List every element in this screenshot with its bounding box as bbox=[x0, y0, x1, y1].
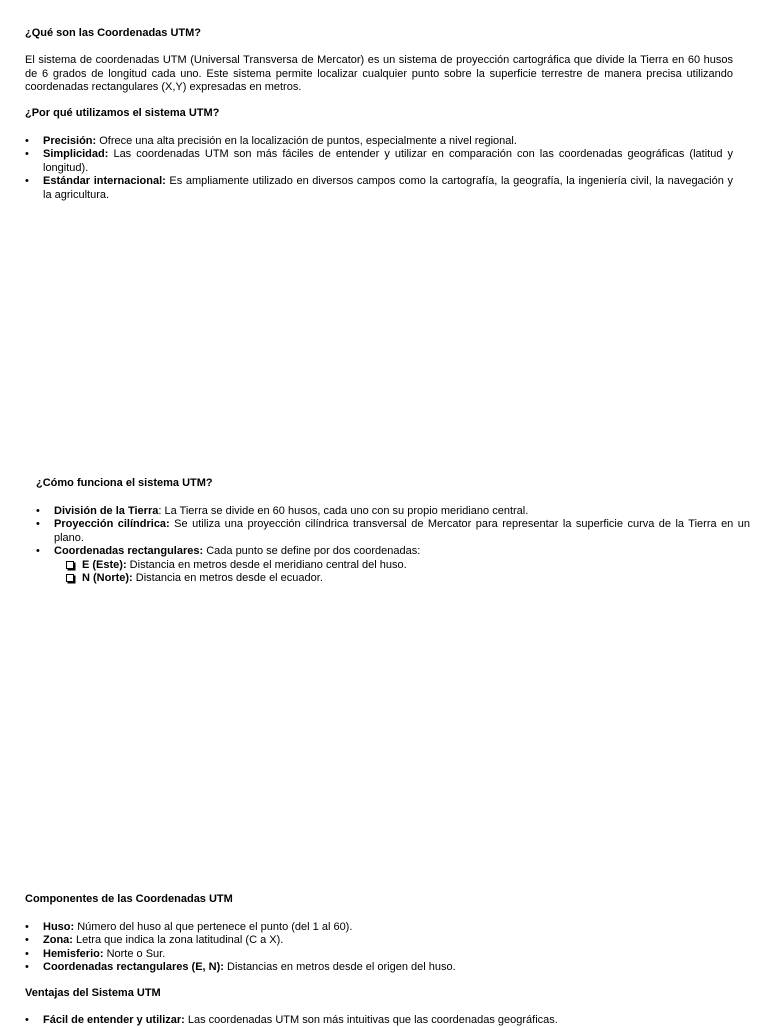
section-paragraph: El sistema de coordenadas UTM (Universal Transversa de Mercator) es un sistema de proyección cartográfica que divide la Tierra en 60 husos de 6 grados de longitud cada uno. Este sistema permite localizar cualquier punto sobre la superficie terrestre de manera precisa utilizando coordenadas rectangulares (X,Y) expresadas en metros. bbox=[25, 54, 733, 95]
list-item-text: Distancias en metros desde el origen del huso. bbox=[224, 961, 456, 973]
list-item-text: Ofrece una alta precisión en la localización de puntos, especialmente a nivel regional. bbox=[96, 135, 517, 147]
list-item-term: Zona: bbox=[43, 934, 73, 946]
list-item-text: Letra que indica la zona latitudinal (C a X). bbox=[73, 934, 283, 946]
section-heading: ¿Cómo funciona el sistema UTM? bbox=[36, 477, 750, 491]
section-why-utm bbox=[25, 107, 733, 202]
sub-list bbox=[54, 559, 750, 586]
list-item-text: Se utiliza una proyección cilíndrica transversal de Mercator para representar la superficie curva de la Tierra en un plano. bbox=[54, 518, 750, 544]
section-what-is-utm bbox=[25, 27, 733, 95]
bullet-icon: • bbox=[25, 148, 29, 162]
bullet-icon: • bbox=[25, 948, 29, 962]
bullet-icon: • bbox=[25, 934, 29, 948]
list-item-term: Fácil de entender y utilizar: bbox=[43, 1014, 185, 1026]
list-item-term: División de la Tierra bbox=[54, 505, 158, 517]
section-how-utm-works bbox=[36, 477, 750, 586]
list-item bbox=[36, 518, 750, 545]
list-item-term: Coordenadas rectangulares (E, N): bbox=[43, 961, 224, 973]
list-item bbox=[36, 505, 750, 519]
sub-list-item-text: Distancia en metros desde el ecuador. bbox=[133, 572, 323, 584]
list-item-text: : La Tierra se divide en 60 husos, cada uno con su propio meridiano central. bbox=[158, 505, 528, 517]
sub-list-item bbox=[64, 559, 750, 573]
list-item-text: Es ampliamente utilizado en diversos campos como la cartografía, la geografía, la ingeniería civil, la navegación y la agricultura. bbox=[43, 175, 733, 201]
checkbox-square-icon bbox=[66, 561, 74, 569]
bullet-list bbox=[36, 505, 750, 586]
bullet-icon: • bbox=[25, 961, 29, 975]
list-item-term: Huso: bbox=[43, 921, 74, 933]
list-item bbox=[25, 175, 733, 202]
list-item bbox=[25, 921, 733, 935]
list-item bbox=[25, 948, 733, 962]
list-item-text: Las coordenadas UTM son más fáciles de entender y utilizar en comparación con las coordenadas geográficas (latitud y longitud). bbox=[43, 148, 733, 174]
list-item-text: Número del huso al que pertenece el punto (del 1 al 60). bbox=[74, 921, 352, 933]
bullet-list bbox=[25, 921, 733, 975]
section-utm-advantages bbox=[25, 987, 733, 1027]
list-item-term: Coordenadas rectangulares: bbox=[54, 545, 203, 557]
bullet-icon: • bbox=[25, 921, 29, 935]
list-item-text: Norte o Sur. bbox=[104, 948, 166, 960]
bullet-icon: • bbox=[36, 518, 40, 532]
section-heading: Ventajas del Sistema UTM bbox=[25, 987, 733, 1001]
list-item-term: Simplicidad: bbox=[43, 148, 108, 160]
bullet-list bbox=[25, 135, 733, 203]
sub-list-item bbox=[64, 572, 750, 586]
section-utm-components bbox=[25, 893, 733, 975]
list-item bbox=[25, 1014, 733, 1027]
section-heading: ¿Qué son las Coordenadas UTM? bbox=[25, 27, 733, 41]
list-item-text: Cada punto se define por dos coordenadas: bbox=[203, 545, 420, 557]
checkbox-square-icon bbox=[66, 574, 74, 582]
list-item-term: Estándar internacional: bbox=[43, 175, 166, 187]
list-item-term: Proyección cilíndrica: bbox=[54, 518, 170, 530]
bullet-list bbox=[25, 1014, 733, 1027]
section-heading: Componentes de las Coordenadas UTM bbox=[25, 893, 733, 907]
list-item bbox=[25, 135, 733, 149]
bullet-icon: • bbox=[25, 175, 29, 189]
sub-list-item-text: Distancia en metros desde el meridiano central del huso. bbox=[127, 559, 407, 571]
sub-list-item-term: N (Norte): bbox=[82, 572, 133, 584]
list-item bbox=[36, 545, 750, 586]
sub-list-item-term: E (Este): bbox=[82, 559, 127, 571]
list-item-text: Las coordenadas UTM son más intuitivas que las coordenadas geográficas. bbox=[185, 1014, 558, 1026]
section-heading: ¿Por qué utilizamos el sistema UTM? bbox=[25, 107, 733, 121]
list-item bbox=[25, 934, 733, 948]
bullet-icon: • bbox=[25, 1014, 29, 1027]
list-item-term: Hemisferio: bbox=[43, 948, 104, 960]
bullet-icon: • bbox=[36, 505, 40, 519]
list-item bbox=[25, 961, 733, 975]
list-item bbox=[25, 148, 733, 175]
bullet-icon: • bbox=[36, 545, 40, 559]
bullet-icon: • bbox=[25, 135, 29, 149]
list-item-term: Precisión: bbox=[43, 135, 96, 147]
